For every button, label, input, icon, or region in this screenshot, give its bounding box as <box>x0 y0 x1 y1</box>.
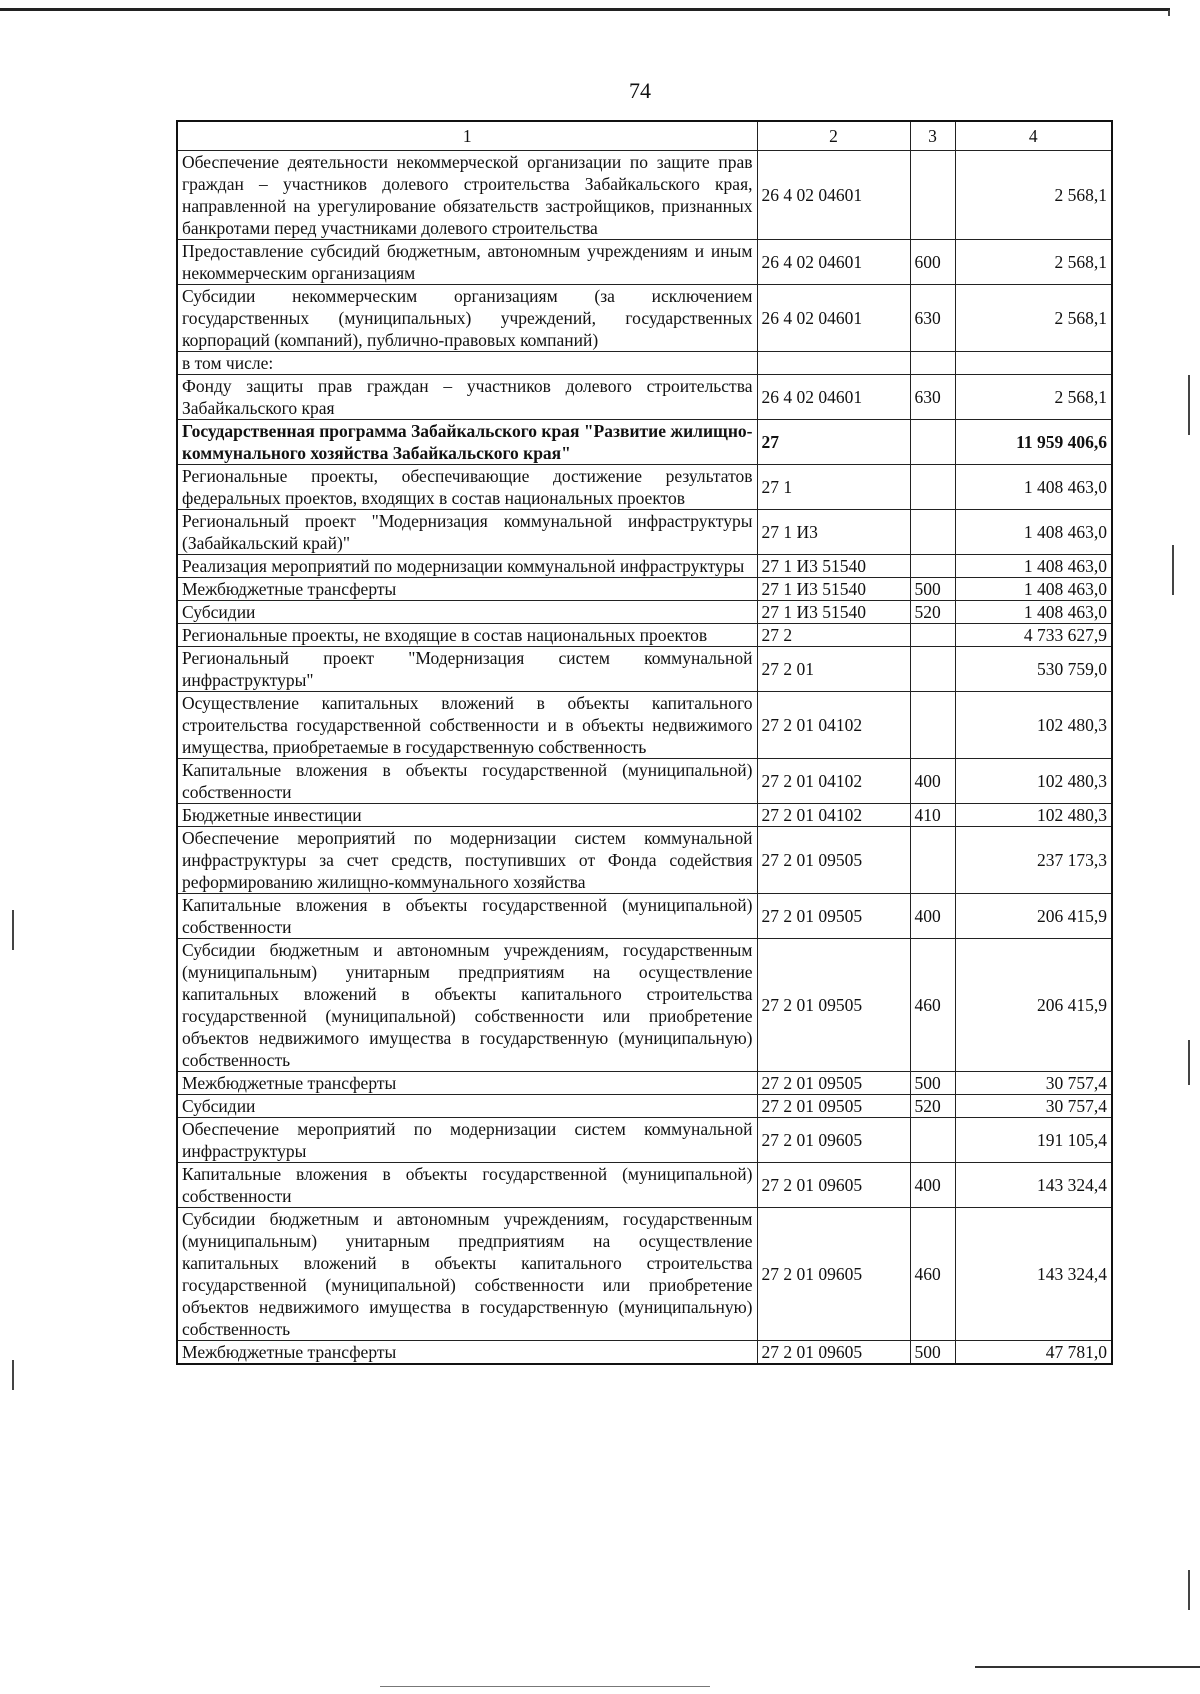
row-vr-cell <box>910 420 955 465</box>
row-sum-cell: 1 408 463,0 <box>955 578 1112 601</box>
row-name-cell: Обеспечение мероприятий по модернизации систем коммунальной инфраструктуры за счет средств, поступивших от Фонда содействия реформированию жилищно-коммунального хозяйства <box>177 827 757 894</box>
table-row <box>177 510 1112 555</box>
table-row <box>177 375 1112 420</box>
row-vr-cell: 500 <box>910 578 955 601</box>
row-sum-cell: 206 415,9 <box>955 894 1112 939</box>
table-row <box>177 624 1112 647</box>
table-row <box>177 601 1112 624</box>
table-row <box>177 827 1112 894</box>
table-row <box>177 894 1112 939</box>
table-row <box>177 1072 1112 1095</box>
row-name-cell: Осуществление капитальных вложений в объекты капитального строительства государственной собственности и в объекты недвижимого имущества, приобретаемые в государственную собственность <box>177 692 757 759</box>
table-row <box>177 1163 1112 1208</box>
row-sum-cell: 206 415,9 <box>955 939 1112 1072</box>
row-sum-cell: 143 324,4 <box>955 1163 1112 1208</box>
row-name-cell: Капитальные вложения в объекты государственной (муниципальной) собственности <box>177 894 757 939</box>
row-name-cell: Обеспечение мероприятий по модернизации систем коммунальной инфраструктуры <box>177 1118 757 1163</box>
row-code-cell: 27 2 01 09605 <box>757 1208 910 1341</box>
row-sum-cell: 2 568,1 <box>955 151 1112 240</box>
row-vr-cell <box>910 465 955 510</box>
row-name-cell: Субсидии <box>177 1095 757 1118</box>
row-code-cell: 27 2 01 09505 <box>757 1095 910 1118</box>
row-vr-cell <box>910 352 955 375</box>
row-vr-cell: 400 <box>910 1163 955 1208</box>
row-code-cell: 27 2 01 09505 <box>757 939 910 1072</box>
scan-speck <box>1172 545 1174 595</box>
row-vr-cell <box>910 1118 955 1163</box>
row-code-cell: 27 2 01 09605 <box>757 1163 910 1208</box>
row-sum-cell: 2 568,1 <box>955 285 1112 352</box>
row-vr-cell: 500 <box>910 1072 955 1095</box>
table-row <box>177 647 1112 692</box>
table-row <box>177 240 1112 285</box>
row-name-cell: Реализация мероприятий по модернизации коммунальной инфраструктуры <box>177 555 757 578</box>
row-sum-cell: 1 408 463,0 <box>955 465 1112 510</box>
row-sum-cell <box>955 352 1112 375</box>
row-name-cell: Региональный проект "Модернизация коммунальной инфраструктуры (Забайкальский край)" <box>177 510 757 555</box>
row-sum-cell: 530 759,0 <box>955 647 1112 692</box>
row-code-cell: 26 4 02 04601 <box>757 285 910 352</box>
header-col-3: 3 <box>910 121 955 151</box>
row-sum-cell: 2 568,1 <box>955 240 1112 285</box>
row-code-cell: 27 2 01 09505 <box>757 894 910 939</box>
row-sum-cell: 1 408 463,0 <box>955 510 1112 555</box>
row-code-cell: 27 2 01 <box>757 647 910 692</box>
row-code-cell: 26 4 02 04601 <box>757 240 910 285</box>
row-vr-cell: 500 <box>910 1341 955 1365</box>
table-row <box>177 1095 1112 1118</box>
row-code-cell: 27 1 И3 51540 <box>757 601 910 624</box>
row-name-cell: Региональный проект "Модернизация систем коммунальной инфраструктуры" <box>177 647 757 692</box>
row-sum-cell: 191 105,4 <box>955 1118 1112 1163</box>
row-code-cell: 26 4 02 04601 <box>757 151 910 240</box>
row-vr-cell <box>910 692 955 759</box>
row-code-cell: 27 2 01 09505 <box>757 1072 910 1095</box>
row-sum-cell: 4 733 627,9 <box>955 624 1112 647</box>
row-sum-cell: 102 480,3 <box>955 804 1112 827</box>
row-name-cell: Субсидии <box>177 601 757 624</box>
row-vr-cell: 410 <box>910 804 955 827</box>
table-row <box>177 1341 1112 1365</box>
table-row <box>177 352 1112 375</box>
row-sum-cell: 2 568,1 <box>955 375 1112 420</box>
row-sum-cell: 1 408 463,0 <box>955 601 1112 624</box>
budget-table <box>176 120 1113 1365</box>
row-vr-cell <box>910 624 955 647</box>
scan-speck <box>12 1360 14 1390</box>
row-vr-cell: 630 <box>910 285 955 352</box>
row-name-cell: Предоставление субсидий бюджетным, автономным учреждениям и иным некоммерческим организациям <box>177 240 757 285</box>
row-vr-cell: 400 <box>910 894 955 939</box>
row-name-cell: Бюджетные инвестиции <box>177 804 757 827</box>
row-name-cell: Субсидии бюджетным и автономным учреждениям, государственным (муниципальным) унитарным предприятиям на осуществление капитальных вложений в объекты капитального строительства государственной (муниципальной) собственности или приобретение объектов недвижимого имущества в государственную (муниципальную) собственность <box>177 1208 757 1341</box>
row-sum-cell: 30 757,4 <box>955 1072 1112 1095</box>
table-body <box>177 151 1112 1365</box>
row-vr-cell: 630 <box>910 375 955 420</box>
row-name-cell: Фонду защиты прав граждан – участников долевого строительства Забайкальского края <box>177 375 757 420</box>
row-name-cell: Обеспечение деятельности некоммерческой организации по защите прав граждан – участников долевого строительства Забайкальского края, направленной на урегулирование обязательств застройщиков, признанных банкротами перед участниками долевого строительства <box>177 151 757 240</box>
row-vr-cell: 460 <box>910 939 955 1072</box>
header-col-1: 1 <box>177 121 757 151</box>
row-code-cell: 27 2 01 09605 <box>757 1118 910 1163</box>
table-row <box>177 1208 1112 1341</box>
row-sum-cell: 47 781,0 <box>955 1341 1112 1365</box>
row-vr-cell <box>910 151 955 240</box>
bottom-scan-rule <box>975 1666 1200 1668</box>
row-name-cell: в том числе: <box>177 352 757 375</box>
scan-speck <box>1188 1570 1190 1610</box>
scan-speck <box>1188 1040 1190 1085</box>
row-sum-cell: 143 324,4 <box>955 1208 1112 1341</box>
top-scan-rule <box>0 8 1170 11</box>
row-name-cell: Межбюджетные трансферты <box>177 578 757 601</box>
row-code-cell <box>757 352 910 375</box>
row-code-cell: 26 4 02 04601 <box>757 375 910 420</box>
row-code-cell: 27 2 01 09505 <box>757 827 910 894</box>
table-row <box>177 939 1112 1072</box>
row-name-cell: Субсидии бюджетным и автономным учреждениям, государственным (муниципальным) унитарным предприятиям на осуществление капитальных вложений в объекты капитального строительства государственной (муниципальной) собственности или приобретение объектов недвижимого имущества в государственную (муниципальную) собственность <box>177 939 757 1072</box>
row-sum-cell: 102 480,3 <box>955 759 1112 804</box>
table-row <box>177 804 1112 827</box>
table-row <box>177 759 1112 804</box>
row-vr-cell: 600 <box>910 240 955 285</box>
row-code-cell: 27 1 И3 51540 <box>757 555 910 578</box>
row-name-cell: Субсидии некоммерческим организациям (за исключением государственных (муниципальных) учреждений, государственных корпораций (компаний), публично-правовых компаний) <box>177 285 757 352</box>
row-name-cell: Межбюджетные трансферты <box>177 1072 757 1095</box>
row-code-cell: 27 2 01 04102 <box>757 759 910 804</box>
header-col-2: 2 <box>757 121 910 151</box>
bottom-scan-line <box>380 1686 710 1687</box>
row-code-cell: 27 1 И3 51540 <box>757 578 910 601</box>
table-row <box>177 465 1112 510</box>
table-row <box>177 151 1112 240</box>
row-code-cell: 27 2 <box>757 624 910 647</box>
row-sum-cell: 11 959 406,6 <box>955 420 1112 465</box>
row-sum-cell: 30 757,4 <box>955 1095 1112 1118</box>
header-row <box>177 121 1112 151</box>
row-code-cell: 27 <box>757 420 910 465</box>
row-name-cell: Региональные проекты, не входящие в состав национальных проектов <box>177 624 757 647</box>
scan-speck <box>1188 375 1190 435</box>
row-vr-cell <box>910 647 955 692</box>
scan-speck <box>12 910 14 950</box>
row-vr-cell <box>910 555 955 578</box>
row-vr-cell: 520 <box>910 1095 955 1118</box>
row-name-cell: Капитальные вложения в объекты государственной (муниципальной) собственности <box>177 759 757 804</box>
table-row <box>177 420 1112 465</box>
row-sum-cell: 1 408 463,0 <box>955 555 1112 578</box>
row-code-cell: 27 2 01 04102 <box>757 692 910 759</box>
row-name-cell: Региональные проекты, обеспечивающие достижение результатов федеральных проектов, входящих в состав национальных проектов <box>177 465 757 510</box>
row-name-cell: Государственная программа Забайкальского края "Развитие жилищно-коммунального хозяйства Забайкальского края" <box>177 420 757 465</box>
row-code-cell: 27 2 01 09605 <box>757 1341 910 1365</box>
row-vr-cell: 520 <box>910 601 955 624</box>
scan-speck <box>1168 10 1170 16</box>
row-vr-cell <box>910 510 955 555</box>
table-row <box>177 578 1112 601</box>
header-col-4: 4 <box>955 121 1112 151</box>
table-row <box>177 692 1112 759</box>
table-row <box>177 1118 1112 1163</box>
row-vr-cell <box>910 827 955 894</box>
page-number: 74 <box>629 78 651 103</box>
table-row <box>177 285 1112 352</box>
row-name-cell: Межбюджетные трансферты <box>177 1341 757 1365</box>
row-vr-cell: 400 <box>910 759 955 804</box>
row-code-cell: 27 1 <box>757 465 910 510</box>
row-code-cell: 27 2 01 04102 <box>757 804 910 827</box>
row-code-cell: 27 1 И3 <box>757 510 910 555</box>
row-name-cell: Капитальные вложения в объекты государственной (муниципальной) собственности <box>177 1163 757 1208</box>
row-sum-cell: 237 173,3 <box>955 827 1112 894</box>
table-row <box>177 555 1112 578</box>
row-sum-cell: 102 480,3 <box>955 692 1112 759</box>
row-vr-cell: 460 <box>910 1208 955 1341</box>
